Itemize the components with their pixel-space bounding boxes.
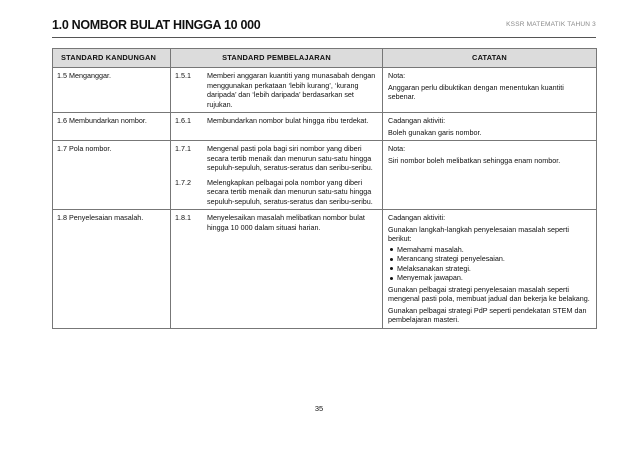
standard-pembelajaran-cell <box>171 68 383 113</box>
learning-standard-item <box>175 71 378 109</box>
learning-standard-code: 1.5.1 <box>175 71 191 80</box>
note-text: Boleh gunakan garis nombor. <box>388 127 482 137</box>
standard-pembelajaran-cell <box>171 210 383 329</box>
standard-kandungan-cell: 1.6 Membundarkan nombor. <box>53 113 171 141</box>
learning-standard-code: 1.7.1 <box>175 144 191 153</box>
note-text: Cadangan aktiviti: <box>388 116 446 125</box>
standard-kandungan-cell: 1.7 Pola nombor. <box>53 141 171 210</box>
note-text: Siri nombor boleh melibatkan sehingga enam nombor. <box>388 155 561 165</box>
note-text: Gunakan pelbagai strategi penyelesaian masalah seperti mengenal pasti pola, membuat jadual dan bekerja ke belakang. <box>388 284 590 303</box>
note-text: Cadangan aktiviti: <box>388 213 446 222</box>
table-row <box>53 210 597 329</box>
table-row <box>53 141 597 210</box>
learning-standard-text: Melengkapkan pelbagai pola nombor yang diberi secara tertib menaik dan menurun satu-satu hingga sepuluh-sepuluh, seratus-seratus dan seribu-seribu. <box>207 177 373 206</box>
table-body <box>53 68 597 329</box>
document-subject: KSSR MATEMATIK TAHUN 3 <box>506 21 596 28</box>
learning-standard-text: Menyelesaikan masalah melibatkan nombor bulat hingga 10 000 dalam situasi harian. <box>207 213 365 232</box>
learning-standard-text: Membundarkan nombor bulat hingga ribu terdekat. <box>207 116 369 125</box>
table-header-row <box>53 49 597 68</box>
catatan-cell <box>383 141 597 210</box>
chapter-title: 1.0 NOMBOR BULAT HINGGA 10 000 <box>52 18 261 32</box>
learning-standard-item <box>175 144 378 173</box>
note-text: Gunakan pelbagai strategi PdP seperti pendekatan STEM dan pembelajaran masteri. <box>388 305 587 324</box>
list-item: Memahami masalah. <box>388 245 591 255</box>
catatan-cell <box>383 210 597 329</box>
column-header-standard-pembelajaran: STANDARD PEMBELAJARAN <box>171 49 383 68</box>
learning-standard-item <box>175 116 378 126</box>
page-number: 35 <box>314 404 324 413</box>
note-text: Nota: <box>388 144 406 153</box>
steps-list <box>388 245 591 283</box>
learning-standard-item <box>175 178 378 207</box>
note-text: Gunakan langkah-langkah penyelesaian masalah seperti berikut: <box>388 224 570 243</box>
column-header-catatan: CATATAN <box>383 49 597 68</box>
column-header-standard-kandungan: STANDARD KANDUNGAN <box>53 49 171 68</box>
learning-standard-code: 1.8.1 <box>175 213 191 222</box>
standard-kandungan-cell: 1.8 Penyelesaian masalah. <box>53 210 171 329</box>
list-item: Menyemak jawapan. <box>388 273 591 283</box>
catatan-cell <box>383 68 597 113</box>
list-item: Merancang strategi penyelesaian. <box>388 254 591 264</box>
catatan-cell <box>383 113 597 141</box>
header-rule <box>52 37 596 38</box>
standard-kandungan-cell: 1.5 Menganggar. <box>53 68 171 113</box>
table-row <box>53 113 597 141</box>
learning-standard-item <box>175 213 378 232</box>
list-item: Melaksanakan strategi. <box>388 264 591 274</box>
learning-standard-code: 1.7.2 <box>175 177 191 187</box>
learning-standard-text: Memberi anggaran kuantiti yang munasabah dengan menggunakan perkataan ‘lebih kurang’, ‘kurang daripada’ dan ‘lebih daripada’ berdasarkan set rujukan. <box>207 71 376 109</box>
note-text: Anggaran perlu dibuktikan dengan menentukan kuantiti sebenar. <box>388 82 564 101</box>
table-row <box>53 68 597 113</box>
learning-standard-code: 1.6.1 <box>175 116 191 125</box>
standard-pembelajaran-cell <box>171 113 383 141</box>
curriculum-table <box>52 48 597 329</box>
note-text: Nota: <box>388 71 406 80</box>
learning-standard-text: Mengenal pasti pola bagi siri nombor yang diberi secara tertib menaik dan menurun satu-satu hingga sepuluh-sepuluh, seratus-seratus dan seribu-seribu. <box>207 144 373 172</box>
standard-pembelajaran-cell <box>171 141 383 210</box>
